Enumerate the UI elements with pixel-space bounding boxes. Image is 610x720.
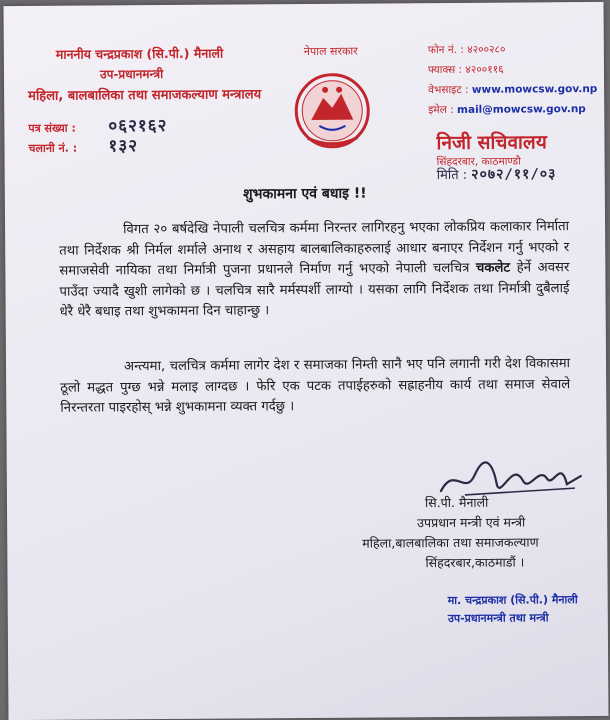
paragraph-1-part-a: विगत २० बर्षदेखि नेपाली चलचित्र कर्ममा निरन्तर लागिरहनु भएका लोकप्रिय कलाकार निर्माता तथा निर्देशक श्री निर्मल शर्मालेे अनाथ र असहाय बालबालिकाहरुलाई आधार बनाएर निर्देशन गर्नु भएको र समाजसेवी नायिका तथा निर्मात्री पुजना प्रधानले निर्माण गर्नु भएको नेपाली चलचित्र [59,219,570,279]
phone-label: फोन नं. : [427,43,464,57]
secretariat-title: निजी सचिवालय [436,131,547,155]
phone-row [428,43,506,58]
closing-ministry: महिला,बालबालिका तथा समाजकल्याण [362,534,539,551]
website-row [428,82,597,97]
date-row [437,164,557,184]
ministry-name: महिला, बालबालिका तथा समाजकल्याण मन्त्रालय [28,87,262,104]
paragraph-1-part-b: हेर्ने अवसर पाउँदा ज्यादै खुशी लागेको छ । चलचित्र सारै मर्मस्पर्शी लाग्यो । यसका लागि निर्देशक तथा निर्मात्री दुबैलाई धेरै धेरै बधाइ तथा शुभकामना दिन चाहान्छु । [59,260,570,320]
phone-value: ४२००२८० [467,43,506,56]
email-value: mail@mowcsw.gov.np [456,103,586,116]
minister-post: उप-प्रधानमन्त्री [99,66,164,82]
paragraph-1 [59,217,570,323]
email-label: इमेल : [428,103,454,117]
fax-label: फ्याक्स : [427,63,463,77]
letter-title: शुभकामना एवं बधाइ !! [243,185,367,203]
reference-number: ०६२१६२ [108,115,168,137]
dispatch-label: चलानी नं. : [28,141,78,155]
government-label: नेपाल सरकार [303,44,358,59]
secretariat-location: सिंहदरबार, काठमाण्डौ [436,155,521,169]
fax-row [428,63,504,78]
letter-page [4,2,609,720]
email-row [428,102,586,117]
stamp-name: मा. चन्द्रप्रकाश (सि.पी.) मैनाली [447,593,578,608]
closing-post: उपप्रधान मन्त्री एवं मन्त्री [417,514,526,531]
paragraph-2: अन्त्यमा, चलचित्र कर्ममा लागेर देश र समाजका निम्ती सानै भए पनि लगानी गरी देश विकासमा ठूलो मद्धत पुग्छ भन्ने मलाइ लाग्दछ । फेरि एक पटक तपाईहरुको सह्राहनीय कार्य तथा समाज सेवाले निरन्तरता पाइरहोस् भन्ने शुभकामना व्यक्त गर्दछु । [60,356,571,416]
date-label: मिति : [436,167,468,184]
closing-name: सि.पी. मैनाली [424,494,489,511]
stamp-post: उप-प्रधानमन्त्री तथा मन्त्री [447,611,549,626]
fax-value: ४२००११६ [465,63,504,76]
reference-label: पत्र संख्या : [28,121,76,135]
website-value: www.mowcsw.gov.np [471,82,598,96]
nepal-emblem-icon [289,68,376,155]
closing-address: सिंहदरबार,काठमाडौं । [425,554,525,571]
minister-name: माननीय चन्द्रप्रकाश (सि.पी.) मैनाली [55,45,224,62]
website-label: वेभसाइट : [428,83,469,97]
film-title: चकलेट [475,260,511,276]
date-value: २०७२/११/०३ [471,166,557,183]
dispatch-number: १३२ [108,136,139,157]
